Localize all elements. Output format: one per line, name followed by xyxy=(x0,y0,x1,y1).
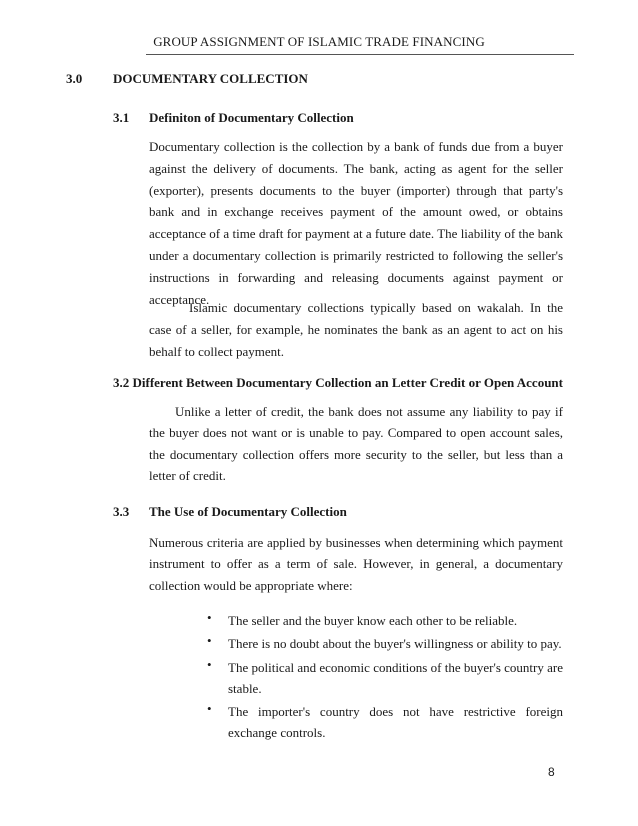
list-item: There is no doubt about the buyer's willingness or ability to pay. xyxy=(228,636,562,651)
page-number: 8 xyxy=(548,765,555,779)
list-item: The political and economic conditions of the buyer's country are stable. xyxy=(228,660,563,696)
list-item: The importer's country does not have restrictive foreign exchange controls. xyxy=(228,704,563,740)
bullet-icon: • xyxy=(207,701,212,716)
paragraph-use: Numerous criteria are applied by businesses when determining which payment instrument to offer as a term of sale. However, in general, a documentary collection would be appropriate where: xyxy=(149,535,563,593)
subsection-3-3-number: 3.3 xyxy=(113,504,130,519)
paragraph-difference: Unlike a letter of credit, the bank does not assume any liability to pay if the buyer does not want or is unable to pay. Compared to open account sales, the documentary collection offers more security to the seller, but less than a letter of credit. xyxy=(149,404,563,484)
paragraph-wakalah: Islamic documentary collections typically based on wakalah. In the case of a seller, for example, he nominates the bank as an agent to act on his behalf to collect payment. xyxy=(149,300,563,359)
subsection-3-1-number: 3.1 xyxy=(113,110,130,125)
header-rule xyxy=(146,54,574,55)
list-item: The seller and the buyer know each other to be reliable. xyxy=(228,613,518,628)
bullet-icon: • xyxy=(207,657,212,672)
subsection-3-2-heading: 3.2 Different Between Documentary Collection an Letter Credit or Open Account xyxy=(113,375,563,390)
section-title: DOCUMENTARY COLLECTION xyxy=(113,71,308,86)
section-number: 3.0 xyxy=(66,71,83,86)
paragraph-definition: Documentary collection is the collection by a bank of funds due from a buyer against the delivery of documents. The bank, acting as agent for the seller (exporter), presents documents to the buyer (importer) through that party's bank and in exchange receives payment of the amount owed, or obtains acceptance of a time draft for payment at a future date. The liability of the bank under a documentary collection is primarily restricted to following the seller's instructions in forwarding and releasing documents against payment or acceptance. xyxy=(149,139,563,307)
bullet-icon: • xyxy=(207,633,212,648)
subsection-3-3-title: The Use of Documentary Collection xyxy=(149,504,347,519)
subsection-3-1-title: Definiton of Documentary Collection xyxy=(149,110,354,125)
page-header: GROUP ASSIGNMENT OF ISLAMIC TRADE FINANCING xyxy=(153,34,485,49)
bullet-icon: • xyxy=(207,610,212,625)
